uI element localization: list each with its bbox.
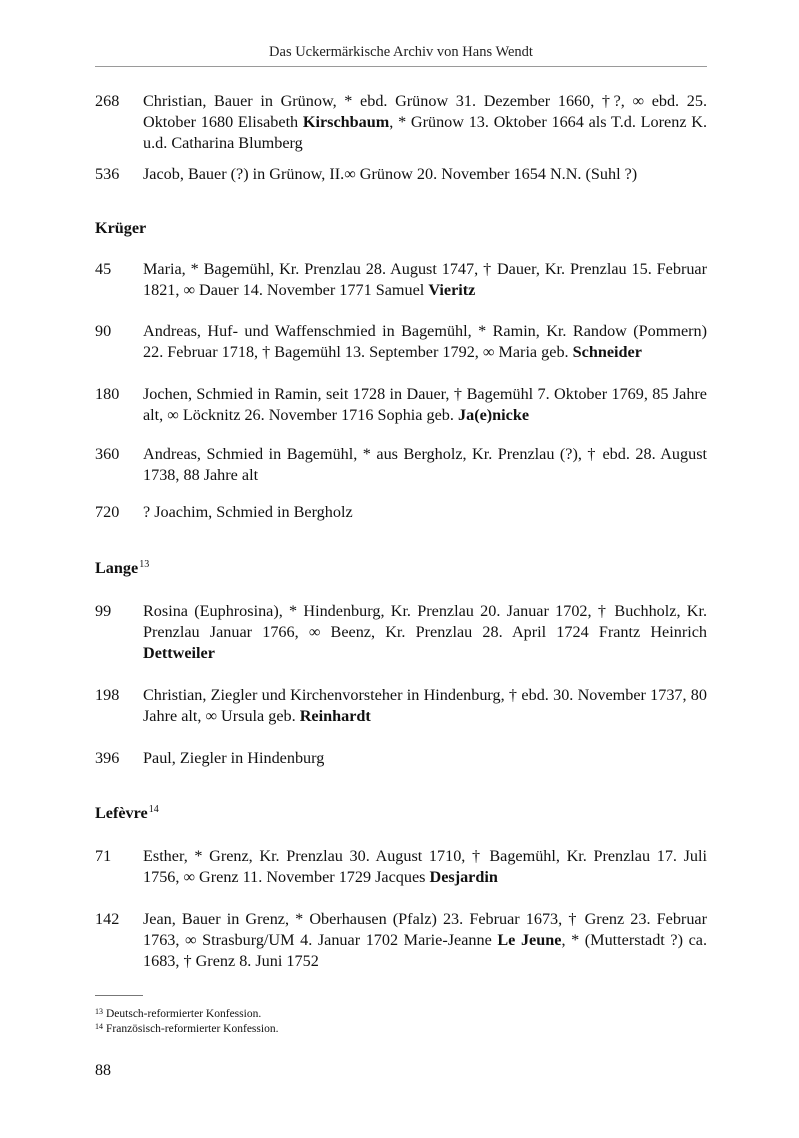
surname-heading-lefevre: Lefèvre$^{14}$ [95, 804, 159, 822]
genealogy-entry-536 [95, 164, 707, 185]
entry-number: 360 [95, 445, 120, 463]
entry-text: Andreas, Schmied in Bagemühl, * aus Bergholz, Kr. Prenzlau (?), † ebd. 28. August 1738, 88 Jahre alt [143, 445, 707, 484]
entry-number: 180 [95, 385, 120, 403]
entry-text: Christian, Bauer in Grünow, * ebd. Grünow 31. Dezember 1660, †?, ∞ ebd. 25. Oktober 1680 Elisabeth Kirschbaum, * Grünow 13. Oktober 1664 als T.d. Lorenz K. u.d. Catharina Blumberg [143, 92, 707, 152]
entry-text: Paul, Ziegler in Hindenburg [143, 749, 325, 767]
entry-number: 142 [95, 910, 120, 928]
entry-number: 45 [95, 260, 112, 278]
surname-heading-krueger: Krüger [95, 219, 147, 237]
entry-text: Jacob, Bauer (?) in Grünow, II.∞ Grünow 20. November 1654 N.N. (Suhl ?) [143, 165, 638, 183]
genealogy-entry-71 [95, 846, 707, 888]
entry-number: 90 [95, 322, 112, 340]
entry-text: Jean, Bauer in Grenz, * Oberhausen (Pfalz) 23. Februar 1673, † Grenz 23. Februar 1763, ∞ Strasburg/UM 4. Januar 1702 Marie-Jeanne Le Jeune, * (Mutterstadt ?) ca. 1683, † Grenz 8. Juni 1752 [143, 910, 708, 970]
page-number: 88 [95, 1062, 111, 1079]
genealogy-entry-720 [95, 502, 707, 523]
footnote-ref: 14 [148, 804, 159, 815]
entry-number: 536 [95, 165, 120, 183]
entry-text: Maria, * Bagemühl, Kr. Prenzlau 28. August 1747, † Dauer, Kr. Prenzlau 15. Februar 1821, ∞ Dauer 14. November 1771 Samuel Vieritz [143, 260, 707, 299]
entry-text: Esther, * Grenz, Kr. Prenzlau 30. August 1710, † Bagemühl, Kr. Prenzlau 17. Juli 1756, ∞ Grenz 11. November 1729 Jacques Desjardin [143, 847, 707, 886]
entry-number: 71 [95, 847, 112, 865]
genealogy-entry-90 [95, 321, 707, 363]
footnote-ref: 13 [139, 559, 150, 570]
footnote-divider [95, 995, 143, 996]
entry-number: 396 [95, 749, 120, 767]
genealogy-entry-360 [95, 444, 707, 486]
genealogy-entry-45 [95, 259, 707, 301]
genealogy-entry-396 [95, 748, 707, 769]
entry-text: Jochen, Schmied in Ramin, seit 1728 in Dauer, † Bagemühl 7. Oktober 1769, 85 Jahre alt, ∞ Löcknitz 26. November 1716 Sophia geb. Ja(e)nicke [143, 385, 707, 424]
entry-text: Rosina (Euphrosina), * Hindenburg, Kr. Prenzlau 20. Januar 1702, † Buchholz, Kr. Prenzlau Januar 1766, ∞ Beenz, Kr. Prenzlau 28. April 1724 Frantz Heinrich Dettweiler [143, 602, 707, 662]
running-header: Das Uckermärkische Archiv von Hans Wendt [269, 44, 533, 60]
entry-number: 268 [95, 92, 120, 110]
genealogy-entry-180 [95, 384, 707, 426]
entry-text: Christian, Ziegler und Kirchenvorsteher in Hindenburg, † ebd. 30. November 1737, 80 Jahre alt, ∞ Ursula geb. Reinhardt [143, 686, 707, 725]
footnote-13: $^{13}$ Deutsch-reformierter Konfession. [95, 1007, 262, 1020]
entry-text: Andreas, Huf- und Waffenschmied in Bagemühl, * Ramin, Kr. Randow (Pommern) 22. Februar 1718, † Bagemühl 13. September 1792, ∞ Maria geb. Schneider [143, 322, 707, 361]
footnote-14: $^{14}$ Französisch-reformierter Konfession. [95, 1022, 279, 1035]
genealogy-entry-99 [95, 601, 707, 664]
entry-number: 198 [95, 686, 120, 704]
entry-number: 99 [95, 602, 112, 620]
genealogy-entry-268 [95, 91, 707, 154]
entry-text: ? Joachim, Schmied in Bergholz [143, 503, 353, 521]
genealogy-entry-198 [95, 685, 707, 727]
surname-heading-lange: Lange$^{13}$ [95, 559, 150, 577]
header-divider [95, 66, 707, 67]
entry-number: 720 [95, 503, 120, 521]
genealogy-entry-142 [95, 909, 707, 972]
